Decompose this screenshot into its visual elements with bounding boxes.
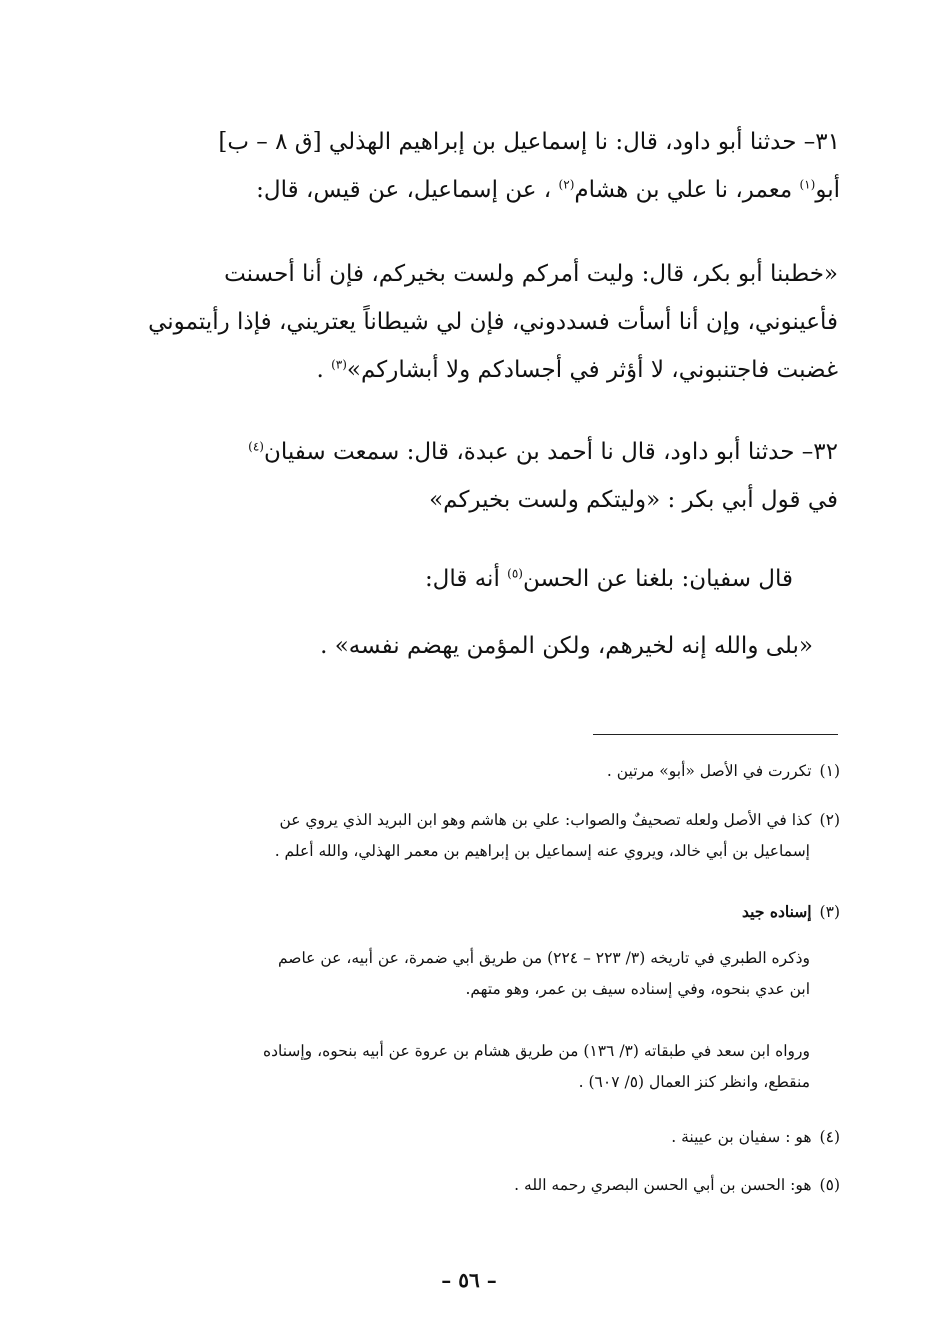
hadith-31 — [125, 118, 840, 214]
footnote-ref-3[interactable]: (٣) — [331, 357, 347, 372]
footnote-text: تكررت في الأصل «أبو» مرتين . — [606, 762, 812, 780]
footnotes — [128, 756, 840, 787]
footnote-2-cont: إسماعيل بن أبي خالد، ويروي عنه إسماعيل بن إبراهيم بن معمر الهذلي، والله أعلم . — [274, 842, 810, 860]
footnote-divider — [593, 734, 838, 735]
text-segment: غضبت فاجتنبوني، لا أؤثر في أجسادكم ولا أبشاركم» — [346, 357, 838, 383]
footnote-number: (٣) — [819, 903, 840, 921]
footnote-ref-5[interactable]: (٥) — [507, 566, 523, 581]
quote-line-3 — [125, 346, 838, 394]
footnote-4-block — [128, 1122, 840, 1153]
footnote-number: (٢) — [819, 811, 840, 829]
footnote-5-block — [128, 1170, 840, 1201]
footnote-3-paragraph-2 — [128, 1036, 810, 1098]
page-number: – ٥٦ – — [441, 1268, 497, 1292]
fn3-p1-line-2: ابن عدي بنحوه، وفي إسناده سيف بن عمر، وهو متهم. — [465, 980, 810, 998]
footnote-ref-4[interactable]: (٤) — [248, 439, 264, 454]
hadith-31-quote — [125, 250, 838, 394]
footnote-3-block — [128, 896, 840, 928]
footnote-3 — [128, 896, 840, 928]
hadith-32-saying — [125, 555, 793, 603]
text-segment: أنه قال: — [424, 566, 508, 592]
text-segment: . — [316, 357, 332, 383]
text-segment: ، عن إسماعيل، عن قيس، قال: — [256, 177, 559, 203]
footnote-number: (٤) — [819, 1128, 840, 1146]
footnote-text: كذا في الأصل ولعله تصحيفٌ والصواب: علي بن هاشم وهو ابن البريد الذي يروي عن — [279, 811, 812, 829]
footnote-number: (٥) — [819, 1176, 840, 1194]
quote-line-4: «بلى والله إنه لخيرهم، ولكن المؤمن يهضم نفسه» . — [320, 633, 813, 659]
footnote-2-block — [128, 805, 840, 867]
text-segment: ٣٢– حدثنا أبو داود، قال نا أحمد بن عبدة، قال: سمعت سفيان — [263, 439, 838, 465]
text-segment: معمر، نا علي بن هشام — [574, 177, 800, 203]
footnote-1 — [128, 756, 840, 787]
text-segment: أبو — [815, 177, 840, 203]
footnote-3-paragraph-1 — [128, 943, 810, 1005]
footnote-title: إسناده جيد — [742, 902, 812, 921]
footnote-ref-2[interactable]: (٢) — [558, 177, 575, 192]
fn3-p2-line-1: ورواه ابن سعد في طبقاته (٣/ ١٣٦) من طريق هشام بن عروة عن أبيه بنحوه، وإسناده — [262, 1042, 810, 1060]
footnote-text: هو : سفيان بن عيينة . — [671, 1128, 812, 1146]
quote-line-1: «خطبنا أبو بكر، قال: وليت أمركم ولست بخيركم، فإن أنا أحسنت — [224, 261, 838, 287]
fn3-p1-line-1: وذكره الطبري في تاريخه (٣/ ٢٢٣ – ٢٢٤) من طريق أبي ضمرة، عن أبيه، عن عاصم — [277, 949, 810, 967]
hadith-32-line-2: في قول أبي بكر : «وليتكم ولست بخيركم» — [429, 487, 838, 513]
hadith-31-line-2 — [125, 166, 840, 214]
hadith-32 — [125, 428, 838, 524]
hadith-32-line-1 — [125, 428, 838, 476]
footnote-2 — [128, 805, 840, 836]
quote-line-2: فأعينوني، وإن أنا أسأت فسددوني، فإن لي شيطاناً يعتريني، فإذا رأيتموني — [148, 309, 838, 335]
hadith-32-quote — [125, 622, 813, 670]
text-segment: قال سفيان: بلغنا عن الحسن — [522, 566, 793, 592]
footnote-5 — [128, 1170, 840, 1201]
footnote-4 — [128, 1122, 840, 1153]
footnote-number: (١) — [819, 762, 840, 780]
saying-line-1 — [125, 555, 793, 603]
footnote-text: هو: الحسن بن أبي الحسن البصري رحمه الله . — [514, 1176, 812, 1194]
footnote-ref-1[interactable]: (١) — [799, 177, 816, 192]
fn3-p2-line-2: منقطع، وانظر كنز العمال (٥/ ٦٠٧) . — [578, 1073, 810, 1091]
hadith-31-line-1: ٣١– حدثنا أبو داود، قال: نا إسماعيل بن إبراهيم الهذلي [ق ٨ – ب] — [218, 129, 840, 155]
